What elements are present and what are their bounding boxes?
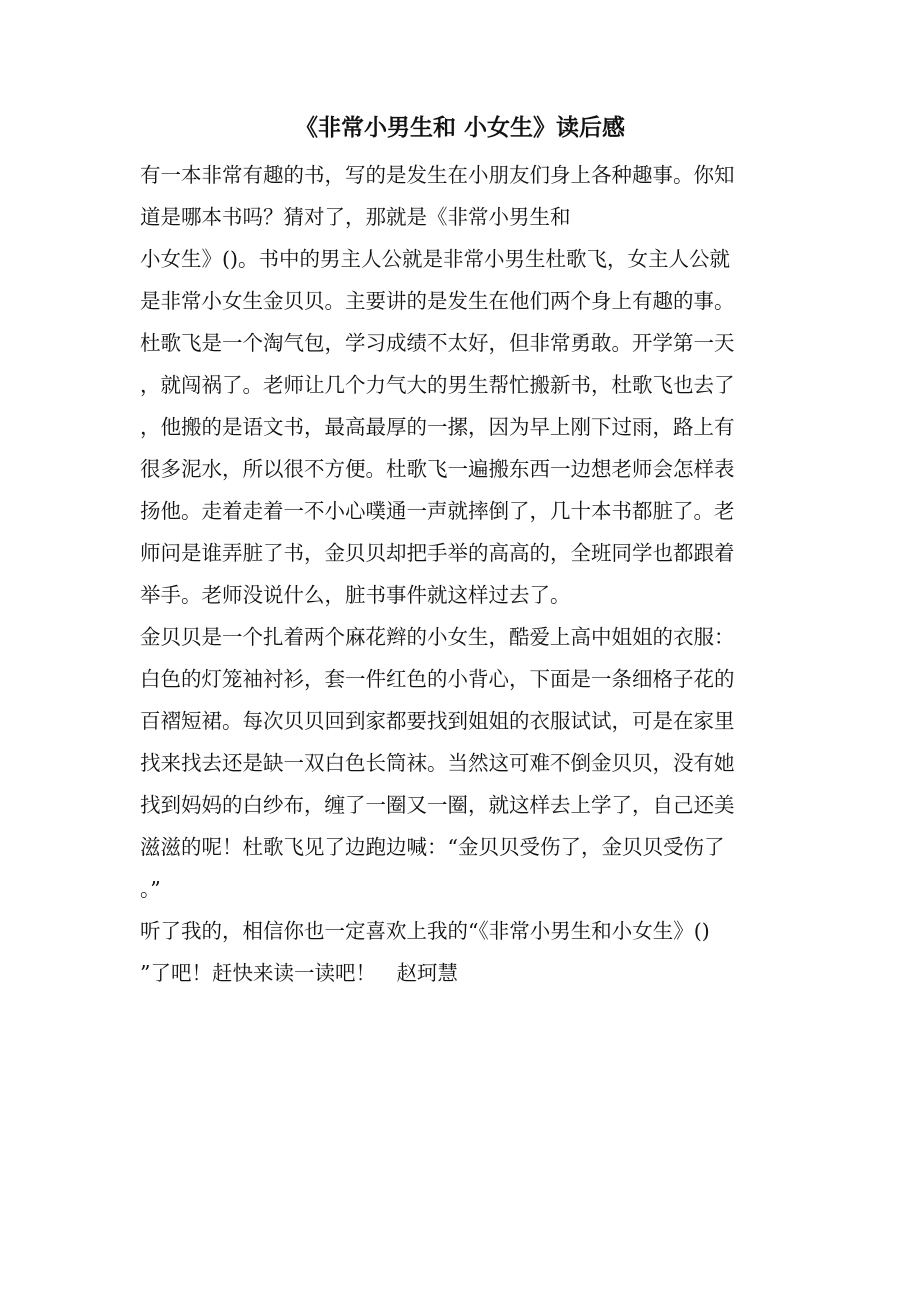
- text-line: 小女生》()。书中的男主人公就是非常小男生杜歌飞，女主人公就: [140, 247, 730, 271]
- text-line: 很多泥水，所以很不方便。杜歌飞一遍搬东西一边想老师会怎样表: [140, 457, 735, 481]
- text-line: 师问是谁弄脏了书，金贝贝却把手举的高高的，全班同学也都跟着: [140, 541, 735, 565]
- text-line: 有一本非常有趣的书，写的是发生在小朋友们身上各种趣事。你知: [140, 163, 735, 187]
- text-line: 举手。老师没说什么，脏书事件就这样过去了。: [140, 583, 571, 607]
- text-line: 金贝贝是一个扎着两个麻花辫的小女生，酷爱上高中姐姐的衣服：: [140, 625, 735, 649]
- text-line: 白色的灯笼袖衬衫，套一件红色的小背心，下面是一条细格子花的: [140, 667, 735, 691]
- text-line: 听了我的，相信你也一定喜欢上我的“《非常小男生和小女生》(): [140, 919, 710, 943]
- text-line: 滋滋的呢！杜歌飞见了边跑边喊：“金贝贝受伤了，金贝贝受伤了: [140, 835, 725, 859]
- document-title: 《非常小男生和 小女生》读后感: [294, 114, 625, 141]
- text-line: ”了吧！赶快来读一读吧！ 赵珂慧: [140, 961, 458, 985]
- text-line: 百褶短裙。每次贝贝回到家都要找到姐姐的衣服试试，可是在家里: [140, 709, 735, 733]
- document-body: [140, 154, 780, 994]
- text-line: 找来找去还是缺一双白色长筒袜。当然这可难不倒金贝贝，没有她: [140, 751, 735, 775]
- text-line: 扬他。走着走着一不小心噗通一声就摔倒了，几十本书都脏了。老: [140, 499, 735, 523]
- text-line: ，他搬的是语文书，最高最厚的一摞，因为早上刚下过雨，路上有: [140, 415, 735, 439]
- text-line: 道是哪本书吗？猜对了，那就是《非常小男生和: [140, 205, 571, 229]
- text-line: 是非常小女生金贝贝。主要讲的是发生在他们两个身上有趣的事。: [140, 289, 735, 313]
- text-line: 杜歌飞是一个淘气包，学习成绩不太好，但非常勇敢。开学第一天: [140, 331, 735, 355]
- text-line: 找到妈妈的白纱布，缠了一圈又一圈，就这样去上学了，自己还美: [140, 793, 735, 817]
- text-line: ，就闯祸了。老师让几个力气大的男生帮忙搬新书，杜歌飞也去了: [140, 373, 735, 397]
- text-line: 。”: [140, 877, 161, 901]
